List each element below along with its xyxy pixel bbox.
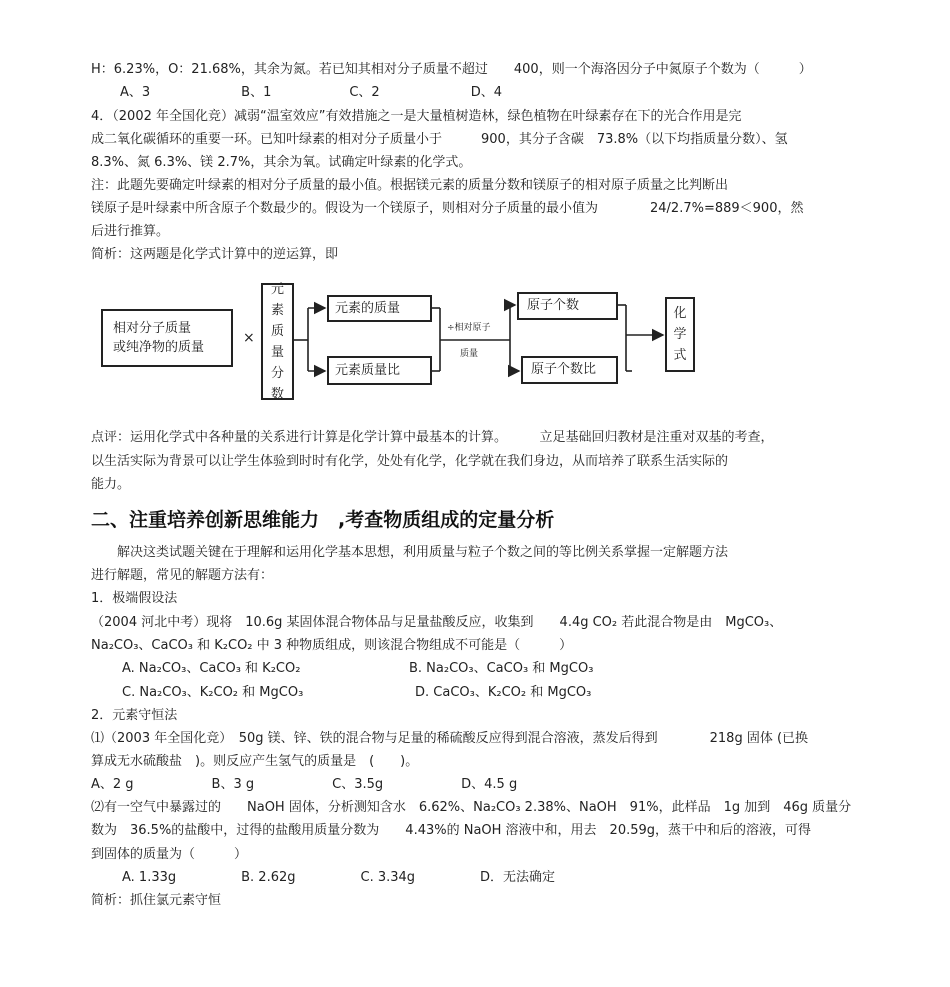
atom-count-ratio-box — [521, 356, 618, 384]
text-line-14: 进行解题，常见的解题方法有： — [91, 568, 274, 583]
options-line-2: A、2 g B、3 g C、3.5g D、4.5 g — [91, 777, 518, 792]
text-line-25: 数为 36.5%的盐酸中，过得的盐酸用质量分数为 4.43%的 NaOH 溶液中和，用去 20.59g，蒸干中和后的溶液，可得 — [91, 823, 812, 838]
text-line-1: H：6.23%，O：21.68%，其余为氮。若已知其相对分子质量不超过 400，则一个海洛因分子中氮原子个数为（ ） — [91, 62, 812, 77]
text-line-15: 1．极端假设法 — [91, 591, 178, 606]
text-line-26: 到固体的质量为（ ） — [91, 847, 248, 862]
divide-atomic-mass-label-2: 质量 — [460, 349, 479, 359]
element-mass-fraction-char: 分 — [270, 365, 284, 381]
text-line-11: 以生活实际为背景可以让学生体验到时时有化学，处处有化学，化学就在我们身边，从而培养了联系生活实际的 — [91, 454, 729, 469]
chemical-formula-char: 式 — [673, 348, 687, 363]
section-heading: 二、注重培养创新思维能力 ,考查物质组成的定量分析 — [91, 509, 555, 531]
chemical-formula-box — [665, 297, 695, 372]
multiply-sign: × — [243, 330, 255, 346]
option-c-1: C. Na₂CO₃、K₂CO₂ 和 MgCO₃ — [122, 685, 304, 700]
text-line-17: Na₂CO₃、CaCO₃ 和 K₂CO₂ 中 3 种物质组成，则该混合物组成不可能是（ ） — [91, 638, 573, 653]
text-line-7: 镁原子是叶绿素中所含原子个数最少的。假设为一个镁原子，则相对分子质量的最小值为 24/2.7%=889＜900，然 — [91, 201, 804, 216]
element-mass-fraction-char: 数 — [270, 386, 284, 402]
text-line-4: 成二氧化碳循环的重要一环。已知叶绿素的相对分子质量小于 900，其分子含碳 73.8%（以下均指质量分数）、氢 — [91, 132, 788, 147]
text-line-16: （2004 河北中考）现将 10.6g 某固体混合物体品与足量盐酸反应，收集到 4.4g CO₂ 若此混合物是由 MgCO₃、 — [91, 615, 783, 630]
relative-molecular-mass-label: 相对分子质量 — [113, 321, 192, 336]
element-mass-fraction-char: 素 — [270, 302, 284, 318]
element-mass-fraction-char: 量 — [270, 344, 284, 360]
text-line-28: 简析：抓住氯元素守恒 — [91, 893, 222, 908]
atom-count-ratio-label: 原子个数比 — [531, 362, 597, 377]
text-line-5: 8.3%、氮 6.3%、镁 2.7%，其余为氧。试确定叶绿素的化学式。 — [91, 155, 472, 170]
text-line-9: 简析：这两题是化学式计算中的逆运算，即 — [91, 247, 339, 262]
text-line-20: 2．元素守恒法 — [91, 708, 178, 723]
element-mass-ratio-box — [327, 356, 432, 385]
text-line-8: 后进行推算。 — [91, 224, 170, 239]
element-mass-label: 元素的质量 — [335, 301, 401, 316]
element-mass-box — [327, 295, 432, 322]
text-line-3: 4．（2002 年全国化竞）减弱“温室效应”有效措施之一是大量植树造林，绿色植物在叶绿素存在下的光合作用是完 — [91, 109, 742, 124]
text-line-24: ⑵有一空气中暴露过的 NaOH 固体，分析测知含水 6.62%、Na₂CO₃ 2.38%、NaOH 91%，此样品 1g 加到 46g 质量分 — [91, 800, 852, 815]
divide-atomic-mass-label: ÷相对原子 — [447, 323, 491, 333]
element-mass-ratio-label: 元素质量比 — [335, 363, 401, 378]
text-line-13: 解决这类试题关键在于理解和运用化学基本思想，利用质量与粒子个数之间的等比例关系掌握一定解题方法 — [91, 545, 729, 560]
relative-molecular-mass-box — [101, 309, 233, 367]
chemical-formula-char: 化 — [673, 306, 687, 321]
text-line-6: 注：此题先要确定叶绿素的相对分子质量的最小值。根据镁元素的质量分数和镁原子的相对原子质量之比判断出 — [91, 178, 729, 193]
text-line-12: 能力。 — [91, 477, 131, 492]
chemical-formula-char: 学 — [673, 327, 687, 342]
option-d-1: D. CaCO₃、K₂CO₂ 和 MgCO₃ — [415, 685, 592, 700]
option-b-1: B. Na₂CO₃、CaCO₃ 和 MgCO₃ — [409, 661, 594, 676]
text-line-10: 点评：运用化学式中各种量的关系进行计算是化学计算中最基本的计算。 立足基础回归教材是注重对双基的考查， — [91, 430, 774, 445]
element-mass-fraction-char: 质 — [270, 323, 284, 339]
text-line-22: 算成无水硫酸盐 )。则反应产生氢气的质量是 ( )。 — [91, 754, 419, 769]
atom-count-box — [517, 292, 618, 320]
pure-substance-mass-label: 或纯净物的质量 — [113, 340, 205, 355]
text-line-21: ⑴（2003 年全国化竞） 50g 镁、锌、铁的混合物与足量的稀硫酸反应得到混合溶液，蒸发后得到 218g 固体 (已换 — [91, 731, 809, 746]
atom-count-label: 原子个数 — [527, 298, 580, 313]
options-line-3: A. 1.33g B. 2.62g C. 3.34g D．无法确定 — [122, 870, 556, 885]
element-mass-fraction-box — [261, 283, 294, 400]
element-mass-fraction-char: 元 — [270, 281, 284, 297]
text-line-2: A、3 B、1 C、2 D、4 — [120, 85, 502, 100]
option-a-1: A. Na₂CO₃、CaCO₃ 和 K₂CO₂ — [122, 661, 301, 676]
